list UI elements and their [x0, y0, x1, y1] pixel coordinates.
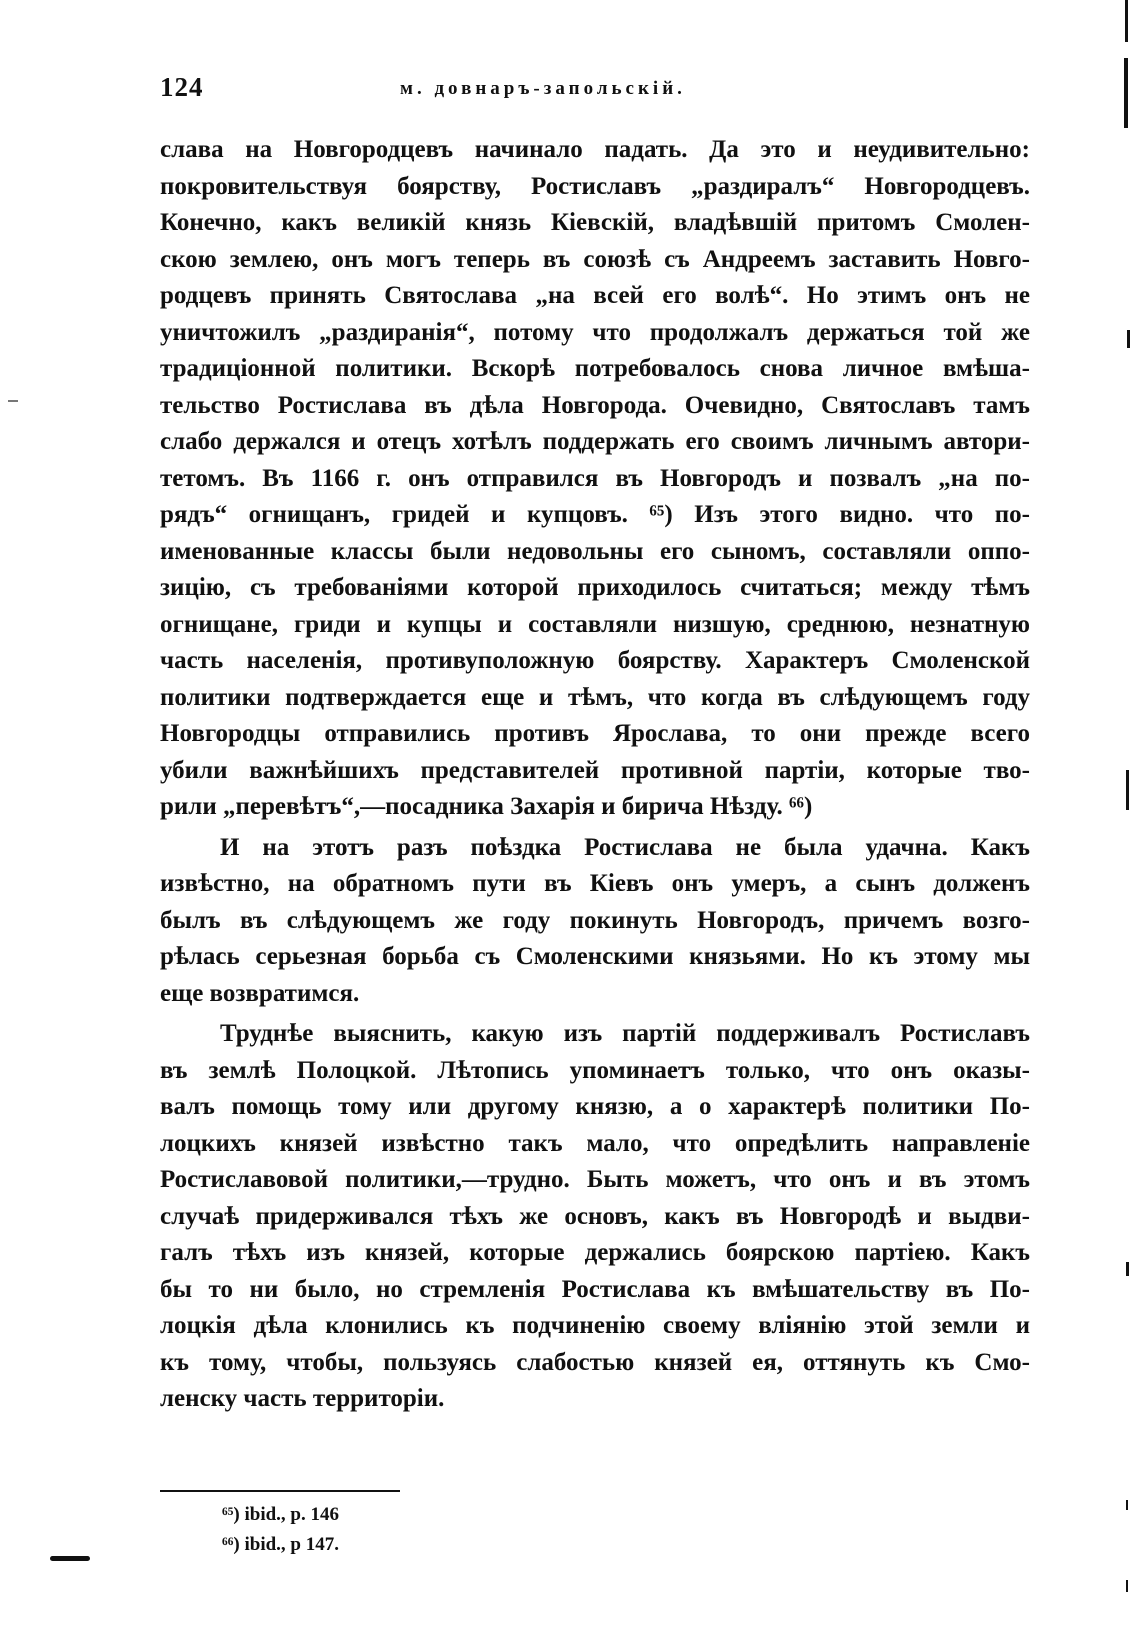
- text-line: покровительствуя боярству, Ростиславъ „раздиралъ“ Новгородцевъ.: [160, 172, 1030, 200]
- scan-edge-mark: [1124, 58, 1128, 128]
- text-line: галъ тѣхъ изъ князей, которые держались боярскою партіею. Какъ: [160, 1239, 1030, 1266]
- text-line: скою землею, онъ могъ теперь въ союзѣ съ Андреемъ заставить Новго-: [160, 245, 1030, 273]
- text-line: слава на Новгородцевъ начинало падать. Да это и неудивительно:: [160, 136, 1030, 163]
- text-line: И на этотъ разъ поѣздка Ростислава не была удачна. Какъ: [220, 833, 1030, 861]
- text-line: Конечно, какъ великій князь Кіевскій, владѣвшій притомъ Смолен-: [160, 209, 1030, 236]
- running-head: м. довнаръ-запольскій.: [400, 78, 686, 99]
- text-line: Труднѣе выяснить, какую изъ партій поддерживалъ Ростиславъ: [220, 1020, 1030, 1047]
- scan-smudge: [50, 1556, 90, 1561]
- scan-smudge: [8, 400, 18, 402]
- text-line: валъ помощь тому или другому князю, а о характерѣ политики По-: [160, 1093, 1030, 1120]
- text-line: политики подтверждается еще и тѣмъ, что когда въ слѣдующемъ году: [160, 683, 1030, 711]
- text-line: именованные классы были недовольны его сыномъ, составляли оппо-: [160, 537, 1030, 565]
- footnote: ⁶⁶) ibid., p 147.: [222, 1534, 339, 1555]
- text-line: тельство Ростислава въ дѣла Новгорода. Очевидно, Святославъ тамъ: [160, 391, 1030, 419]
- text-line: извѣстно, на обратномъ пути въ Кіевъ онъ умеръ, а сынъ долженъ: [160, 870, 1030, 897]
- text-line: тетомъ. Въ 1166 г. онъ отправился въ Новгородъ и позвалъ „на по-: [160, 464, 1030, 492]
- text-line: Новгородцы отправились противъ Ярослава, то они прежде всего: [160, 720, 1030, 747]
- body-text: [160, 132, 1030, 1418]
- text-line: рили „перевѣтъ“,—посадника Захарія и бирича Нѣзду. ⁶⁶): [160, 793, 813, 820]
- text-line: Ростиславовой политики,—трудно. Быть можетъ, что онъ и въ этомъ: [160, 1166, 1030, 1193]
- text-line: рѣлась серьезная борьба съ Смоленскими князьями. Но къ этому мы: [160, 943, 1030, 970]
- scan-edge-mark: [1125, 0, 1128, 42]
- text-line: еще возвратимся.: [160, 979, 360, 1007]
- text-line: уничтожилъ „раздиранія“, потому что продолжалъ держаться той же: [160, 318, 1030, 346]
- scan-edge-mark: [1126, 1500, 1128, 1510]
- footnote: ⁶⁵) ibid., p. 146: [222, 1504, 339, 1525]
- text-line: слабо держался и отецъ хотѣлъ поддержать его своимъ личнымъ автори-: [160, 428, 1030, 455]
- page-header: [160, 72, 1030, 112]
- text-line: убили важнѣйшихъ представителей противной партіи, которые тво-: [160, 756, 1030, 784]
- text-line: лоцкія дѣла клонились къ подчиненію своему вліянію этой земли и: [160, 1312, 1030, 1339]
- scan-edge-mark: [1127, 330, 1130, 348]
- text-line: къ тому, чтобы, пользуясь слабостью князей ея, оттянуть къ Смо-: [160, 1348, 1030, 1376]
- page-number: 124: [160, 72, 204, 102]
- footnotes: [222, 1500, 622, 1560]
- scan-edge-mark: [1126, 1580, 1128, 1592]
- scan-edge-mark: [1126, 770, 1129, 810]
- text-line: ленску часть территоріи.: [160, 1385, 445, 1412]
- scan-edge-mark: [1126, 1262, 1129, 1276]
- text-line: рядъ“ огнищанъ, гридей и купцовъ. ⁶⁵) Изъ этого видно. что по-: [160, 501, 1030, 528]
- text-line: зицію, съ требованіями которой приходилось считаться; между тѣмъ: [160, 574, 1030, 601]
- text-line: случаѣ придерживался тѣхъ же основъ, какъ въ Новгородѣ и выдви-: [160, 1202, 1030, 1230]
- text-line: часть населенія, противуположную боярству. Характеръ Смоленской: [160, 647, 1030, 674]
- text-line: традиціонной политики. Вскорѣ потребовалось снова личное вмѣша-: [160, 355, 1030, 382]
- footnote-divider: [160, 1490, 400, 1492]
- text-line: огнищане, гриди и купцы и составляли низшую, среднюю, незнатную: [160, 610, 1030, 638]
- text-line: въ землѣ Полоцкой. Лѣтопись упоминаетъ только, что онъ оказы-: [160, 1056, 1030, 1084]
- text-line: бы то ни было, но стремленія Ростислава къ вмѣшательству въ По-: [160, 1275, 1030, 1303]
- text-line: родцевъ принять Святослава „на всей его волѣ“. Но этимъ онъ не: [160, 282, 1030, 309]
- text-line: былъ въ слѣдующемъ же году покинуть Новгородъ, причемъ возго-: [160, 906, 1030, 934]
- text-line: лоцкихъ князей извѣстно такъ мало, что опредѣлить направленіе: [160, 1129, 1030, 1157]
